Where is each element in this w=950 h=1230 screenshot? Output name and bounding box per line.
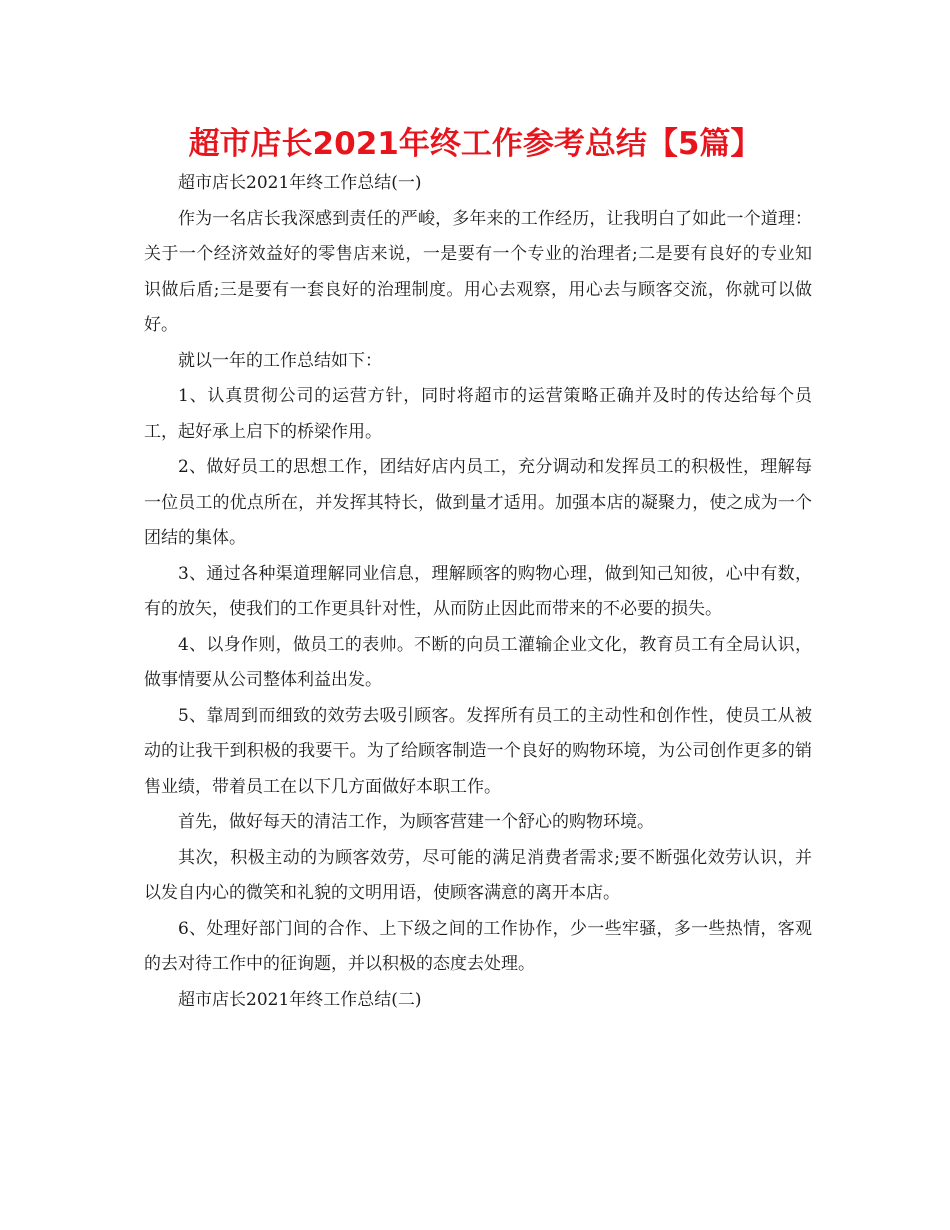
body-paragraph: 首先，做好每天的清洁工作，为顾客营建一个舒心的购物环境。 bbox=[178, 812, 654, 832]
list-item-paragraph: 3、通过各种渠道理解同业信息，理解顾客的购物心理，做到知己知彼，心中有数，有的放矢，使我们的工作更具针对性，从而防止因此而带来的不必要的损失。 bbox=[144, 563, 812, 619]
body-paragraph: 就以一年的工作总结如下： bbox=[178, 350, 382, 371]
list-item-paragraph: 4、以身作则，做员工的表帅。不断的向员工灌输企业文化，教育员工有全局认识，做事情要从公司整体利益出发。 bbox=[144, 634, 812, 690]
list-item-paragraph: 6、处理好部门间的合作、上下级之间的工作协作，少一些牢骚，多一些热情，客观的去对待工作中的征询题，并以积极的态度去处理。 bbox=[144, 918, 812, 974]
list-item-paragraph: 2、做好员工的思想工作，团结好店内员工，充分调动和发挥员工的积极性，理解每一位员工的优点所在，并发挥其特长，做到量才适用。加强本店的凝聚力，使之成为一个团结的集体。 bbox=[144, 457, 812, 548]
list-item-paragraph: 5、靠周到而细致的效劳去吸引顾客。发挥所有员工的主动性和创作性，使员工从被动的让我干到积极的我要干。为了给顾客制造一个良好的购物环境，为公司创作更多的销售业绩，带着员工在以下几方面做好本职工作。 bbox=[144, 705, 812, 797]
document-title: 超市店长2021年终工作参考总结【5篇】 bbox=[188, 126, 762, 162]
body-paragraph: 作为一名店长我深感到责任的严峻，多年来的工作经历，让我明白了如此一个道理：关于一个经济效益好的零售店来说，一是要有一个专业的治理者;二是要有良好的专业知识做后盾;三是要有一套良好的治理制度。用心去观察，用心去与顾客交流，你就可以做好。 bbox=[144, 208, 812, 335]
section-heading: 超市店长2021年终工作总结(二) bbox=[178, 989, 422, 1010]
section-heading: 超市店长2021年终工作总结(一) bbox=[178, 173, 422, 193]
document-body bbox=[144, 166, 812, 1018]
body-paragraph: 其次，积极主动的为顾客效劳，尽可能的满足消费者需求;要不断强化效劳认识，并以发自内心的微笑和礼貌的文明用语，使顾客满意的离开本店。 bbox=[144, 847, 812, 903]
list-item-paragraph: 1、认真贯彻公司的运营方针，同时将超市的运营策略正确并及时的传达给每个员工，起好承上启下的桥梁作用。 bbox=[144, 386, 812, 442]
